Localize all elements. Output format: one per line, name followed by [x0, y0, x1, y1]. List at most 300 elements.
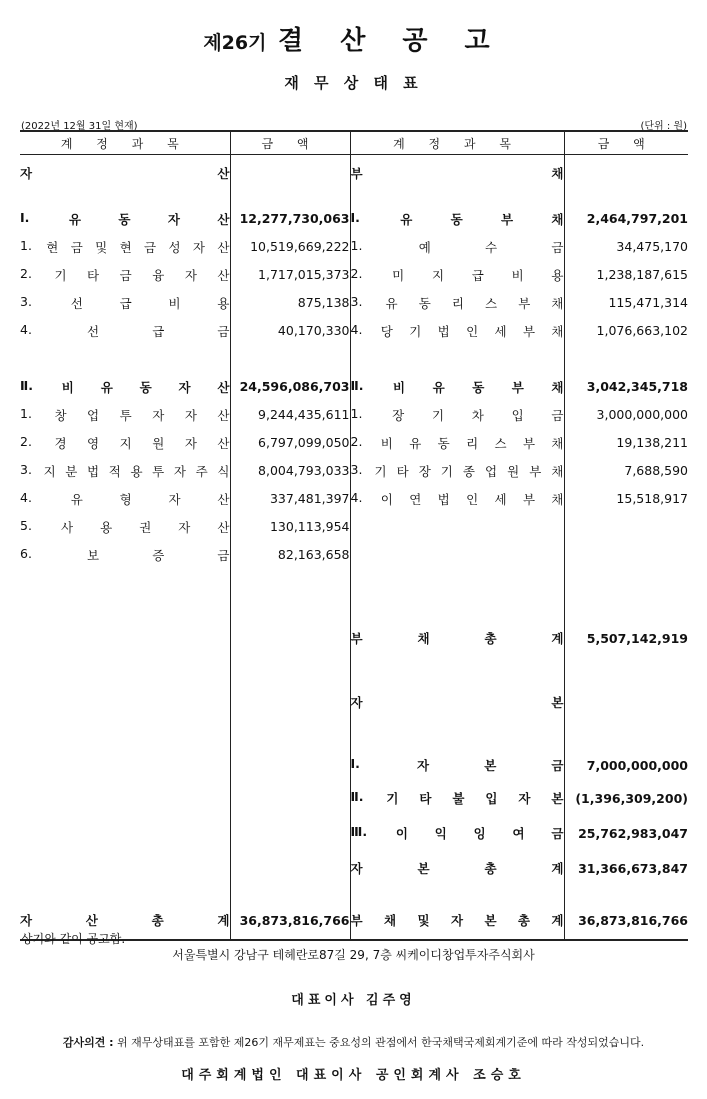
- account-label-char: 적: [108, 463, 121, 479]
- account-label-char: 리: [451, 295, 464, 311]
- liability-equity-account-cell: [350, 851, 564, 886]
- account-label-char: 지: [431, 267, 445, 283]
- account-label: [351, 238, 564, 256]
- liability-equity-amount-cell: 1,238,187,615: [564, 261, 688, 289]
- account-label-char: 익: [434, 826, 447, 841]
- liability-equity-amount-cell: [564, 513, 688, 541]
- liability-equity-amount-cell: 3,000,000,000: [564, 401, 688, 429]
- account-label-char: 지: [43, 463, 56, 479]
- account-label: [20, 322, 230, 340]
- account-label: [20, 164, 230, 182]
- account-label-char: 식: [217, 463, 230, 479]
- account-number: 2.: [350, 265, 363, 281]
- account-label-char: 급: [152, 323, 165, 339]
- account-label: [20, 546, 230, 564]
- account-label-char: 금: [217, 547, 230, 563]
- account-label-char: 부: [529, 463, 542, 479]
- account-label-char: 세: [494, 323, 507, 339]
- account-label-char: 부: [350, 165, 363, 181]
- account-label-char: 현: [119, 239, 132, 255]
- account-label-char: 부: [522, 491, 536, 507]
- account-number: 3.: [20, 293, 32, 309]
- account-label: [351, 629, 564, 647]
- account-number: Ⅲ.: [350, 824, 368, 839]
- account-label: [351, 911, 564, 929]
- account-label-char: 창: [54, 407, 67, 423]
- account-label-char: 비: [168, 295, 181, 311]
- liability-equity-amount-cell: 25,762,983,047: [564, 816, 688, 851]
- account-label-char: 계: [551, 913, 564, 928]
- account-label-char: 금: [551, 239, 564, 255]
- account-number: 1.: [350, 405, 363, 421]
- account-label-char: 자: [184, 267, 197, 283]
- table-row: [20, 289, 688, 317]
- account-label-char: 기: [54, 267, 67, 283]
- title-label: 결 산 공 고: [278, 26, 504, 56]
- liability-equity-amount-cell: 115,471,314: [564, 289, 688, 317]
- account-label-char: 입: [511, 407, 524, 423]
- account-label-char: 원: [152, 435, 165, 451]
- account-label-char: 기: [440, 463, 453, 479]
- table-row: [20, 513, 688, 541]
- notice-text: 상기와 같이 공고함.: [21, 932, 126, 946]
- table-row: [20, 569, 688, 623]
- account-label-char: 선: [70, 295, 83, 311]
- account-label-char: 당: [380, 323, 393, 339]
- account-label-char: 동: [472, 379, 485, 395]
- asset-amount-cell: 82,163,658: [230, 541, 350, 569]
- liability-equity-amount-cell: [564, 718, 688, 750]
- account-number: 1.: [20, 237, 32, 253]
- statement-subtitle: 재 무 상 태 표: [284, 74, 423, 92]
- account-number: 3.: [350, 293, 363, 309]
- account-label-char: 총: [484, 861, 497, 876]
- account-label-char: 산: [217, 211, 230, 227]
- account-label-char: 비: [61, 379, 74, 395]
- account-label-char: 유: [100, 379, 113, 395]
- account-label-char: 산: [85, 913, 98, 928]
- liability-equity-amount-cell: (1,396,309,200): [564, 781, 688, 816]
- table-row: [20, 886, 688, 902]
- date-note: (2022년 12월 31일 현재): [21, 121, 138, 132]
- account-label-char: 산: [217, 491, 230, 507]
- account-label-char: 부: [511, 379, 524, 395]
- account-label-char: 인: [466, 323, 479, 339]
- ceo-signature: 대표이사 김주영: [291, 993, 416, 1008]
- account-label-char: 금: [551, 758, 564, 773]
- account-label-char: 산: [217, 239, 230, 255]
- liability-equity-amount-cell: 34,475,170: [564, 233, 688, 261]
- account-label-char: 산: [217, 165, 230, 181]
- account-label-char: 잉: [473, 826, 486, 841]
- account-label-char: 장: [418, 463, 431, 479]
- account-label: [351, 378, 564, 396]
- account-label-char: 산: [217, 267, 230, 283]
- account-label-char: 차: [471, 407, 484, 423]
- asset-amount-cell: 1,717,015,373: [230, 261, 350, 289]
- account-label: [351, 406, 564, 424]
- account-number: 3.: [350, 461, 363, 477]
- liability-equity-amount-cell: 7,688,590: [564, 457, 688, 485]
- account-label-char: 분: [65, 463, 78, 479]
- account-label: [351, 859, 564, 877]
- account-label-char: 현: [46, 239, 59, 255]
- account-label: [351, 756, 564, 774]
- account-label-char: 동: [450, 211, 463, 227]
- account-label-char: 계: [217, 913, 230, 928]
- account-label: [351, 266, 564, 284]
- table-row: [20, 205, 688, 233]
- account-label-char: 비: [511, 267, 524, 283]
- account-label: [351, 789, 564, 807]
- asset-amount-cell: [230, 781, 350, 816]
- account-label-char: 산: [217, 407, 230, 423]
- asset-account-cell: [20, 750, 230, 781]
- audit-label: 감사의견 :: [62, 1036, 114, 1049]
- liability-equity-account-cell: [350, 191, 564, 205]
- asset-amount-cell: [230, 623, 350, 654]
- account-label-char: 비: [393, 379, 406, 395]
- table-row: [20, 485, 688, 513]
- account-label-char: 세: [494, 491, 507, 507]
- asset-account-cell: [20, 541, 230, 569]
- asset-amount-cell: 36,873,816,766: [230, 902, 350, 940]
- account-label: [20, 406, 230, 424]
- period-label: 제26기: [203, 32, 267, 54]
- account-label-char: 유: [385, 295, 398, 311]
- account-label-char: 입: [485, 791, 498, 806]
- asset-account-cell: [20, 781, 230, 816]
- left-account-header: 계 정 과 목: [20, 131, 230, 155]
- account-label-char: 자: [173, 463, 186, 479]
- account-label-char: 금: [217, 323, 230, 339]
- account-label-char: 자: [184, 407, 197, 423]
- asset-account-cell: [20, 261, 230, 289]
- asset-account-cell: [20, 155, 230, 191]
- account-label-char: 증: [152, 547, 165, 563]
- account-label-char: 자: [350, 694, 363, 710]
- account-label-char: 기: [374, 463, 387, 479]
- account-label-char: 유: [400, 211, 413, 227]
- account-label-char: 용: [551, 267, 564, 283]
- liability-equity-amount-cell: 2,464,797,201: [564, 205, 688, 233]
- account-label-char: 금: [119, 267, 132, 283]
- account-label: [351, 164, 564, 182]
- account-number: 3.: [20, 461, 32, 477]
- account-number: 4.: [20, 321, 32, 337]
- table-row: [20, 233, 688, 261]
- asset-amount-cell: 875,138: [230, 289, 350, 317]
- asset-amount-cell: 8,004,793,033: [230, 457, 350, 485]
- asset-amount-cell: [230, 750, 350, 781]
- account-label-char: 용: [217, 295, 230, 311]
- asset-amount-cell: [230, 816, 350, 851]
- account-label-char: 산: [217, 435, 230, 451]
- table-header-row: [20, 131, 688, 155]
- liability-equity-account-cell: [350, 686, 564, 718]
- account-label-char: 융: [152, 267, 165, 283]
- account-label-char: 인: [466, 491, 479, 507]
- account-label-char: 동: [139, 379, 152, 395]
- account-label-char: 금: [551, 826, 564, 841]
- liability-equity-account-cell: [350, 485, 564, 513]
- account-label-char: 선: [87, 323, 100, 339]
- account-label-char: 기: [386, 791, 399, 806]
- account-label-char: 형: [119, 491, 132, 507]
- asset-amount-cell: [230, 886, 350, 902]
- account-label: [351, 322, 564, 340]
- liability-equity-amount-cell: 3,042,345,718: [564, 373, 688, 401]
- account-label: [20, 911, 230, 929]
- account-label: [351, 824, 564, 842]
- account-label-char: 유: [68, 211, 81, 227]
- table-row: [20, 155, 688, 191]
- account-label-char: 예: [418, 239, 431, 255]
- liability-equity-account-cell: [350, 205, 564, 233]
- liability-equity-account-cell: [350, 345, 564, 373]
- account-label-char: 및: [95, 239, 108, 255]
- account-label-char: 동: [437, 435, 450, 451]
- liability-equity-account-cell: [350, 233, 564, 261]
- account-label-char: 및: [417, 913, 430, 928]
- asset-amount-cell: 130,113,954: [230, 513, 350, 541]
- account-label-char: 계: [551, 861, 564, 876]
- asset-amount-cell: [230, 851, 350, 886]
- liability-equity-account-cell: [350, 429, 564, 457]
- table-row: [20, 718, 688, 750]
- account-label: [20, 238, 230, 256]
- account-label-char: 이: [380, 491, 393, 507]
- account-number: Ⅰ.: [350, 209, 360, 225]
- liability-equity-amount-cell: 5,507,142,919: [564, 623, 688, 654]
- liability-equity-account-cell: [350, 569, 564, 623]
- asset-amount-cell: [230, 569, 350, 623]
- account-label-char: 타: [87, 267, 100, 283]
- account-number: 4.: [20, 489, 32, 505]
- account-label: [20, 378, 230, 396]
- asset-amount-cell: 12,277,730,063: [230, 205, 350, 233]
- asset-amount-cell: 6,797,099,050: [230, 429, 350, 457]
- table-row: [20, 654, 688, 686]
- liability-equity-amount-cell: 31,366,673,847: [564, 851, 688, 886]
- account-label-char: 채: [383, 913, 397, 928]
- account-label-char: 자: [178, 519, 191, 535]
- table-row: [20, 429, 688, 457]
- asset-account-cell: [20, 654, 230, 686]
- account-label-char: 채: [551, 463, 564, 479]
- liability-equity-amount-cell: [564, 886, 688, 902]
- asset-amount-cell: [230, 191, 350, 205]
- asset-amount-cell: 40,170,330: [230, 317, 350, 345]
- account-label-char: 본: [551, 694, 564, 710]
- asset-account-cell: [20, 623, 230, 654]
- account-label-char: 영: [87, 435, 100, 451]
- liability-equity-account-cell: [350, 457, 564, 485]
- right-account-header: 계 정 과 목: [350, 131, 564, 155]
- asset-amount-cell: 24,596,086,703: [230, 373, 350, 401]
- account-label-char: 자: [178, 379, 191, 395]
- asset-account-cell: [20, 205, 230, 233]
- account-label-char: 법: [437, 491, 450, 507]
- account-label-char: 부: [518, 295, 531, 311]
- asset-amount-cell: [230, 686, 350, 718]
- account-label-char: 계: [551, 631, 564, 646]
- account-label-char: 주: [195, 463, 208, 479]
- account-label-char: 본: [484, 913, 497, 928]
- table-row: [20, 750, 688, 781]
- auditor-signature: 대주회계법인 대표이사 공인회계사 조승호: [181, 1068, 526, 1083]
- account-label-char: 기: [431, 407, 445, 423]
- account-label-char: 용: [100, 519, 113, 535]
- account-label-char: 자: [20, 165, 33, 181]
- balance-sheet-table: [20, 130, 688, 941]
- liability-equity-account-cell: [350, 902, 564, 940]
- liability-equity-account-cell: [350, 373, 564, 401]
- liability-equity-account-cell: [350, 654, 564, 686]
- account-label-char: 여: [512, 826, 525, 841]
- table-row: [20, 345, 688, 373]
- account-label-char: 부: [501, 211, 514, 227]
- account-label-char: 법: [87, 463, 100, 479]
- liability-equity-amount-cell: 19,138,211: [564, 429, 688, 457]
- account-number: 4.: [350, 489, 363, 505]
- account-label-char: 자: [192, 239, 205, 255]
- account-number: Ⅱ.: [20, 377, 33, 393]
- account-label-char: 법: [437, 323, 450, 339]
- account-label-char: 총: [484, 631, 497, 646]
- liability-equity-amount-cell: [564, 345, 688, 373]
- asset-amount-cell: [230, 155, 350, 191]
- account-label-char: 유: [409, 435, 422, 451]
- table-row: [20, 851, 688, 886]
- asset-account-cell: [20, 317, 230, 345]
- account-label-char: 용: [130, 463, 143, 479]
- account-label-char: 업: [485, 463, 498, 479]
- account-label-char: 채: [551, 323, 564, 339]
- account-label-char: 원: [507, 463, 520, 479]
- liability-equity-account-cell: [350, 317, 564, 345]
- account-label-char: 본: [551, 791, 564, 806]
- liability-equity-amount-cell: 15,518,917: [564, 485, 688, 513]
- account-label: [351, 434, 564, 452]
- account-number: Ⅱ.: [350, 789, 364, 804]
- account-label-char: 사: [60, 519, 74, 535]
- account-label-char: 투: [119, 407, 132, 423]
- liability-equity-amount-cell: [564, 155, 688, 191]
- asset-amount-cell: 10,519,669,222: [230, 233, 350, 261]
- account-label-char: 급: [471, 267, 484, 283]
- asset-account-cell: [20, 401, 230, 429]
- liability-equity-amount-cell: [564, 569, 688, 623]
- asset-account-cell: [20, 429, 230, 457]
- account-label-char: 금: [551, 407, 564, 423]
- account-label: [351, 294, 564, 312]
- account-label-char: 급: [119, 295, 132, 311]
- account-number: 1.: [350, 237, 363, 253]
- account-label-char: 자: [184, 435, 197, 451]
- account-label-char: 자: [518, 791, 531, 806]
- account-label: [351, 490, 564, 508]
- account-label-char: 채: [551, 295, 564, 311]
- account-label-char: 채: [551, 491, 564, 507]
- account-label-char: 스: [485, 295, 498, 311]
- account-number: 1.: [20, 405, 32, 421]
- account-label-char: 채: [417, 631, 430, 646]
- liability-equity-amount-cell: 36,873,816,766: [564, 902, 688, 940]
- table-row: [20, 623, 688, 654]
- table-row: [20, 541, 688, 569]
- liability-equity-amount-cell: 1,076,663,102: [564, 317, 688, 345]
- liability-equity-account-cell: [350, 816, 564, 851]
- account-label-char: 부: [522, 323, 536, 339]
- asset-account-cell: [20, 686, 230, 718]
- account-label: [351, 210, 564, 228]
- account-label: [351, 462, 564, 480]
- account-label-char: 자: [167, 211, 180, 227]
- account-label-char: 타: [419, 791, 432, 806]
- asset-amount-cell: [230, 345, 350, 373]
- asset-amount-cell: [230, 718, 350, 750]
- account-label-char: 채: [551, 211, 564, 227]
- account-number: Ⅱ.: [350, 377, 364, 393]
- liability-equity-account-cell: [350, 289, 564, 317]
- account-label-char: 총: [151, 913, 164, 928]
- liability-equity-account-cell: [350, 541, 564, 569]
- asset-amount-cell: 337,481,397: [230, 485, 350, 513]
- account-label-char: 부: [350, 913, 363, 928]
- account-number: Ⅰ.: [20, 209, 30, 225]
- account-label-char: 채: [551, 379, 564, 395]
- account-number: 4.: [350, 321, 363, 337]
- audit-opinion: [0, 1034, 707, 1050]
- account-label: [20, 266, 230, 284]
- liability-equity-account-cell: [350, 886, 564, 902]
- asset-account-cell: [20, 457, 230, 485]
- account-label-char: 산: [217, 379, 230, 395]
- right-amount-header: 금 액: [564, 131, 688, 155]
- account-label-char: 투: [152, 463, 165, 479]
- account-label-char: 종: [462, 463, 475, 479]
- account-label-char: 불: [452, 791, 465, 806]
- document-title: [0, 20, 707, 57]
- account-label-char: 보: [87, 547, 100, 563]
- account-number: 2.: [20, 265, 32, 281]
- account-label-char: 연: [409, 491, 422, 507]
- account-label-char: 채: [551, 435, 564, 451]
- table-body: [20, 155, 688, 940]
- account-label-char: 부: [350, 631, 363, 646]
- account-label-char: 장: [392, 407, 405, 423]
- account-label-char: 유: [70, 491, 83, 507]
- table-row: [20, 373, 688, 401]
- account-label-char: 동: [118, 211, 131, 227]
- account-label-char: 산: [217, 519, 230, 535]
- account-label-char: 동: [418, 295, 431, 311]
- account-label-char: 스: [494, 435, 507, 451]
- account-label: [20, 210, 230, 228]
- table-row: [20, 261, 688, 289]
- table-row: [20, 781, 688, 816]
- liability-equity-account-cell: [350, 750, 564, 781]
- unit-note: (단위 : 원): [640, 121, 687, 132]
- account-label: [20, 462, 230, 480]
- account-label-char: 기: [409, 323, 422, 339]
- liability-equity-account-cell: [350, 155, 564, 191]
- account-label-char: 자: [168, 491, 181, 507]
- liability-equity-amount-cell: [564, 541, 688, 569]
- company-address: 서울특별시 강남구 테헤란로87길 29, 7층 씨케이디창업투자주식회사: [172, 948, 535, 962]
- account-label: [20, 434, 230, 452]
